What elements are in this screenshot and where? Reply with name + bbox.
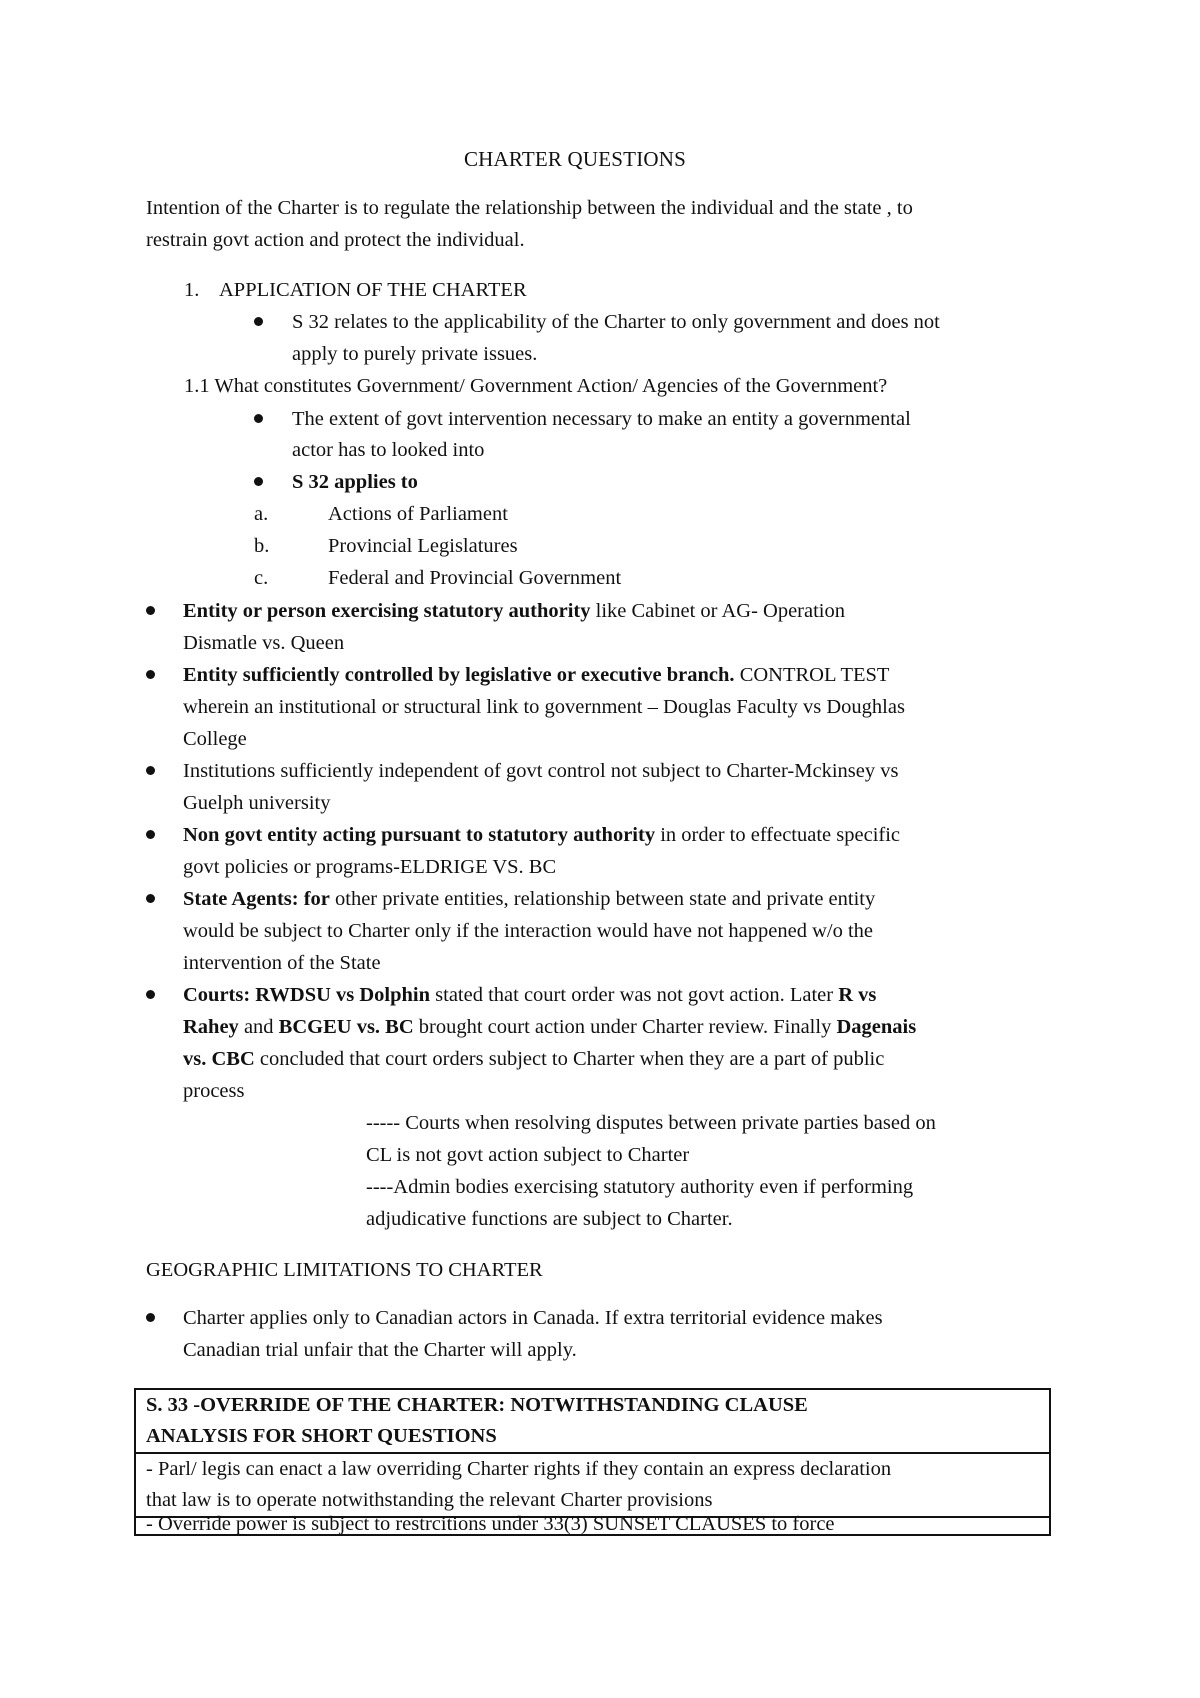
geo-bullet-line-1: Charter applies only to Canadian actors in Canada. If extra territorial evidence makes [183,1307,883,1329]
list-item-a: Actions of Parliament [328,503,508,525]
list-item-label-b: b. [254,535,270,557]
geo-heading: GEOGRAPHIC LIMITATIONS TO CHARTER [146,1259,543,1281]
b3-line-1: Institutions sufficiently independent of govt control not subject to Charter-Mckinsey vs [183,760,899,782]
list-item-label-a: a. [254,503,269,525]
geo-bullet-line-2: Canadian trial unfair that the Charter will apply. [183,1339,577,1361]
b3-line-2: Guelph university [183,792,331,814]
table-row2-line-1: - Override power is subject to restrcitions under 33(3) SUNSET CLAUSES to force [146,1513,835,1535]
b4-line-2: govt policies or programs-ELDRIGE VS. BC [183,856,557,878]
section-1-heading: APPLICATION OF THE CHARTER [219,279,527,301]
bullet-icon [254,317,263,326]
b6-line-3: vs. CBC concluded that court orders subject to Charter when they are a part of public [183,1048,885,1070]
b1-line-2: Dismatle vs. Queen [183,632,345,654]
b5-line-3: intervention of the State [183,952,381,974]
s11-bullet1-line-1: The extent of govt intervention necessary to make an entity a governmental [292,408,911,430]
bullet-icon [146,766,155,775]
table-header-line-2: ANALYSIS FOR SHORT QUESTIONS [146,1425,497,1447]
table-row1-line-1: - Parl/ legis can enact a law overriding Charter rights if they contain an express declaration [146,1458,892,1480]
bullet-icon [146,830,155,839]
bullet-icon [146,894,155,903]
list-item-b: Provincial Legislatures [328,535,518,557]
note-line-2: CL is not govt action subject to Charter [366,1144,690,1166]
note-line-3: ----Admin bodies exercising statutory authority even if performing [366,1176,914,1198]
b2-line-3: College [183,728,247,750]
s1-bullet-line-2: apply to purely private issues. [292,343,538,365]
b2-line-2: wherein an institutional or structural link to government – Douglas Faculty vs Doughlas [183,696,905,718]
b2-line-1: Entity sufficiently controlled by legislative or executive branch. CONTROL TEST [183,664,890,686]
list-item-label-c: c. [254,567,269,589]
section-1-1-heading: 1.1 What constitutes Government/ Government Action/ Agencies of the Government? [184,375,888,397]
bullet-icon [146,990,155,999]
s1-bullet-line-1: S 32 relates to the applicability of the Charter to only government and does not [292,311,940,333]
page-title: CHARTER QUESTIONS [463,147,687,171]
bullet-icon [146,1313,155,1322]
table-row [136,1513,1049,1535]
intro-line-1: Intention of the Charter is to regulate the relationship between the individual and the state , to [146,197,913,219]
b4-line-1: Non govt entity acting pursuant to statutory authority in order to effectuate specific [183,824,901,846]
bullet-icon [146,670,155,679]
list-item-c: Federal and Provincial Government [328,567,622,589]
b5-line-2: would be subject to Charter only if the interaction would have not happened w/o the [183,920,873,942]
table-header-row [136,1390,1049,1454]
bullet-icon [254,414,263,423]
table-row1-line-2: that law is to operate notwithstanding the relevant Charter provisions [146,1489,713,1511]
bullet-icon [146,606,155,615]
note-line-1: ----- Courts when resolving disputes between private parties based on [366,1112,936,1134]
s11-bullet2: S 32 applies to [292,471,418,493]
b5-line-1: State Agents: for other private entities, relationship between state and private entity [183,888,876,910]
table-row [136,1454,1049,1518]
section-1-number: 1. [184,279,200,301]
intro-line-2: restrain govt action and protect the individual. [146,229,525,251]
b6-line-1: Courts: RWDSU vs Dolphin stated that court order was not govt action. Later R vs [183,984,877,1006]
s11-bullet1-line-2: actor has to looked into [292,439,485,461]
bullet-icon [254,477,263,486]
override-table [134,1388,1051,1536]
table-header-line-1: S. 33 -OVERRIDE OF THE CHARTER: NOTWITHSTANDING CLAUSE [146,1394,808,1416]
b6-line-4: process [183,1080,245,1102]
note-line-4: adjudicative functions are subject to Charter. [366,1208,733,1230]
b6-line-2: Rahey and BCGEU vs. BC brought court action under Charter review. Finally Dagenais [183,1016,917,1038]
b1-line-1: Entity or person exercising statutory authority like Cabinet or AG- Operation [183,600,845,622]
